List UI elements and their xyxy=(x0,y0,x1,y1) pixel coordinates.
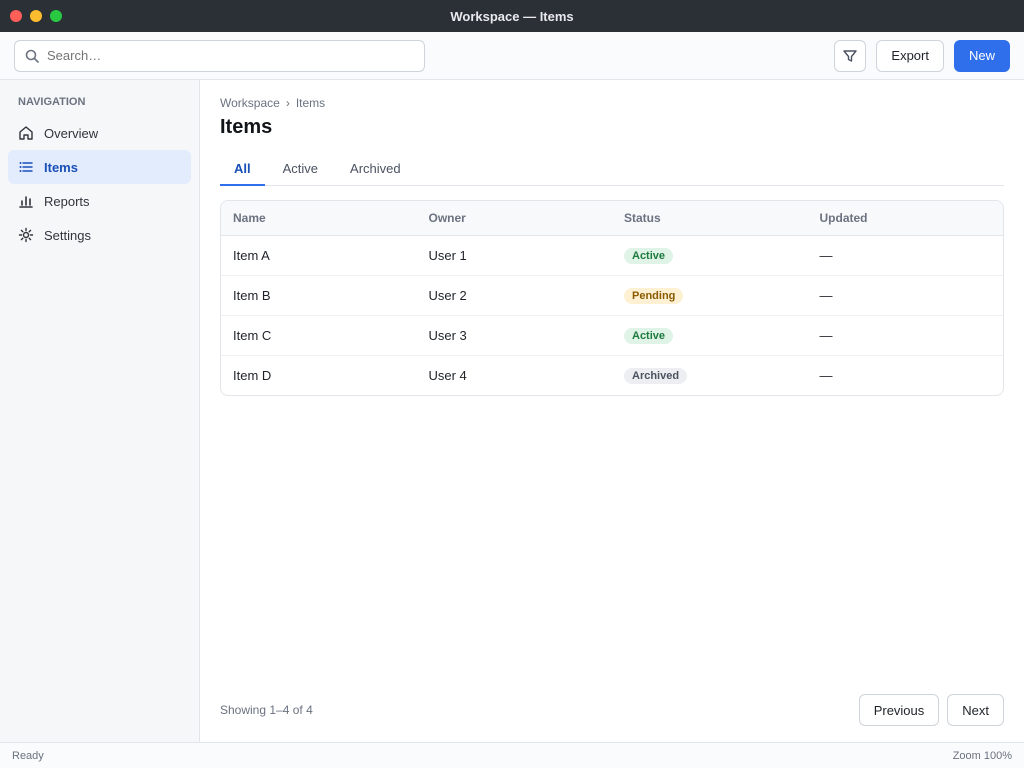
pagination-buttons xyxy=(859,694,1004,726)
table-row[interactable] xyxy=(221,236,1003,276)
column-header-owner[interactable]: Owner xyxy=(417,201,613,236)
next-page-button[interactable]: Next xyxy=(947,694,1004,726)
column-header-name[interactable]: Name xyxy=(221,201,417,236)
table-cell-updated: — xyxy=(808,316,1004,356)
tab-active[interactable]: Active xyxy=(282,161,319,176)
search-input[interactable] xyxy=(47,48,414,63)
maximize-window-button[interactable] xyxy=(50,10,62,22)
content-area xyxy=(0,80,1024,742)
status-badge: Active xyxy=(624,328,673,344)
close-window-button[interactable] xyxy=(10,10,22,22)
breadcrumb xyxy=(220,96,1004,110)
table-cell-updated: — xyxy=(808,276,1004,316)
page-title: Items xyxy=(220,116,273,138)
toolbar xyxy=(0,32,1024,80)
minimize-window-button[interactable] xyxy=(30,10,42,22)
sidebar-item-reports[interactable] xyxy=(8,184,191,218)
breadcrumb-item[interactable]: Workspace xyxy=(220,96,280,110)
sidebar-item-label: Reports xyxy=(44,193,90,209)
table-row[interactable] xyxy=(221,356,1003,396)
status-badge: Archived xyxy=(624,368,687,384)
main-panel xyxy=(200,80,1024,742)
gear-icon xyxy=(18,227,34,243)
table-cell-owner: User 2 xyxy=(417,276,613,316)
chart-icon xyxy=(18,193,34,209)
table-cell-name: Item B xyxy=(221,276,417,316)
home-icon xyxy=(18,125,34,141)
status-badge: Active xyxy=(624,248,673,264)
items-table xyxy=(221,201,1003,395)
table-cell-name: Item C xyxy=(221,316,417,356)
sidebar-item-settings[interactable] xyxy=(8,218,191,252)
breadcrumb-item: Items xyxy=(295,96,326,110)
table-cell-status xyxy=(612,356,808,396)
table-cell-updated: — xyxy=(808,236,1004,276)
table-cell-status xyxy=(612,316,808,356)
sidebar-item-label: Overview xyxy=(44,125,99,141)
sidebar xyxy=(0,80,200,742)
status-badge: Pending xyxy=(624,288,683,304)
tab-bar xyxy=(220,153,1004,186)
status-bar xyxy=(0,742,1024,768)
sidebar-heading: NAVIGATION xyxy=(18,96,86,108)
sidebar-item-overview[interactable] xyxy=(8,116,191,150)
table-cell-status xyxy=(612,276,808,316)
table-cell-name: Item A xyxy=(221,236,417,276)
status-text: Ready xyxy=(12,749,44,762)
column-header-updated[interactable]: Updated xyxy=(808,201,1004,236)
search-icon xyxy=(25,49,39,63)
sidebar-item-label: Settings xyxy=(44,227,91,243)
sidebar-nav-list xyxy=(8,116,191,252)
new-item-button[interactable]: New xyxy=(954,40,1010,72)
filter-icon xyxy=(843,49,857,63)
table-row[interactable] xyxy=(221,316,1003,356)
table-header xyxy=(221,201,1003,236)
filter-button[interactable] xyxy=(834,40,866,72)
items-table-container xyxy=(220,200,1004,396)
table-cell-updated: — xyxy=(819,368,833,383)
table-body xyxy=(221,236,1003,396)
pagination-summary: Showing 1–4 of 4 xyxy=(220,703,313,717)
sidebar-item-items[interactable] xyxy=(8,150,191,184)
column-header-status[interactable]: Status xyxy=(612,201,808,236)
table-cell-owner: User 1 xyxy=(417,236,613,276)
tab-archived[interactable]: Archived xyxy=(350,161,401,176)
pagination xyxy=(220,682,1004,726)
table-cell-owner: User 4 xyxy=(428,368,467,383)
table-row[interactable] xyxy=(221,276,1003,316)
list-icon xyxy=(18,159,34,175)
table-cell-owner: User 3 xyxy=(417,316,613,356)
breadcrumb-separator: › xyxy=(285,96,290,110)
window-controls xyxy=(10,10,80,22)
zoom-level: Zoom 100% xyxy=(952,749,1012,762)
sidebar-item-label: Items xyxy=(44,159,78,175)
tab-all[interactable]: All xyxy=(220,153,265,186)
export-button[interactable]: Export xyxy=(876,40,944,72)
search-box[interactable] xyxy=(14,40,425,72)
previous-page-button[interactable]: Previous xyxy=(859,694,940,726)
table-header-row xyxy=(221,201,1003,236)
window-title: Workspace — Items xyxy=(450,8,574,24)
table-cell-status xyxy=(612,236,808,276)
title-bar xyxy=(0,0,1024,32)
table-cell-name: Item D xyxy=(233,368,272,383)
